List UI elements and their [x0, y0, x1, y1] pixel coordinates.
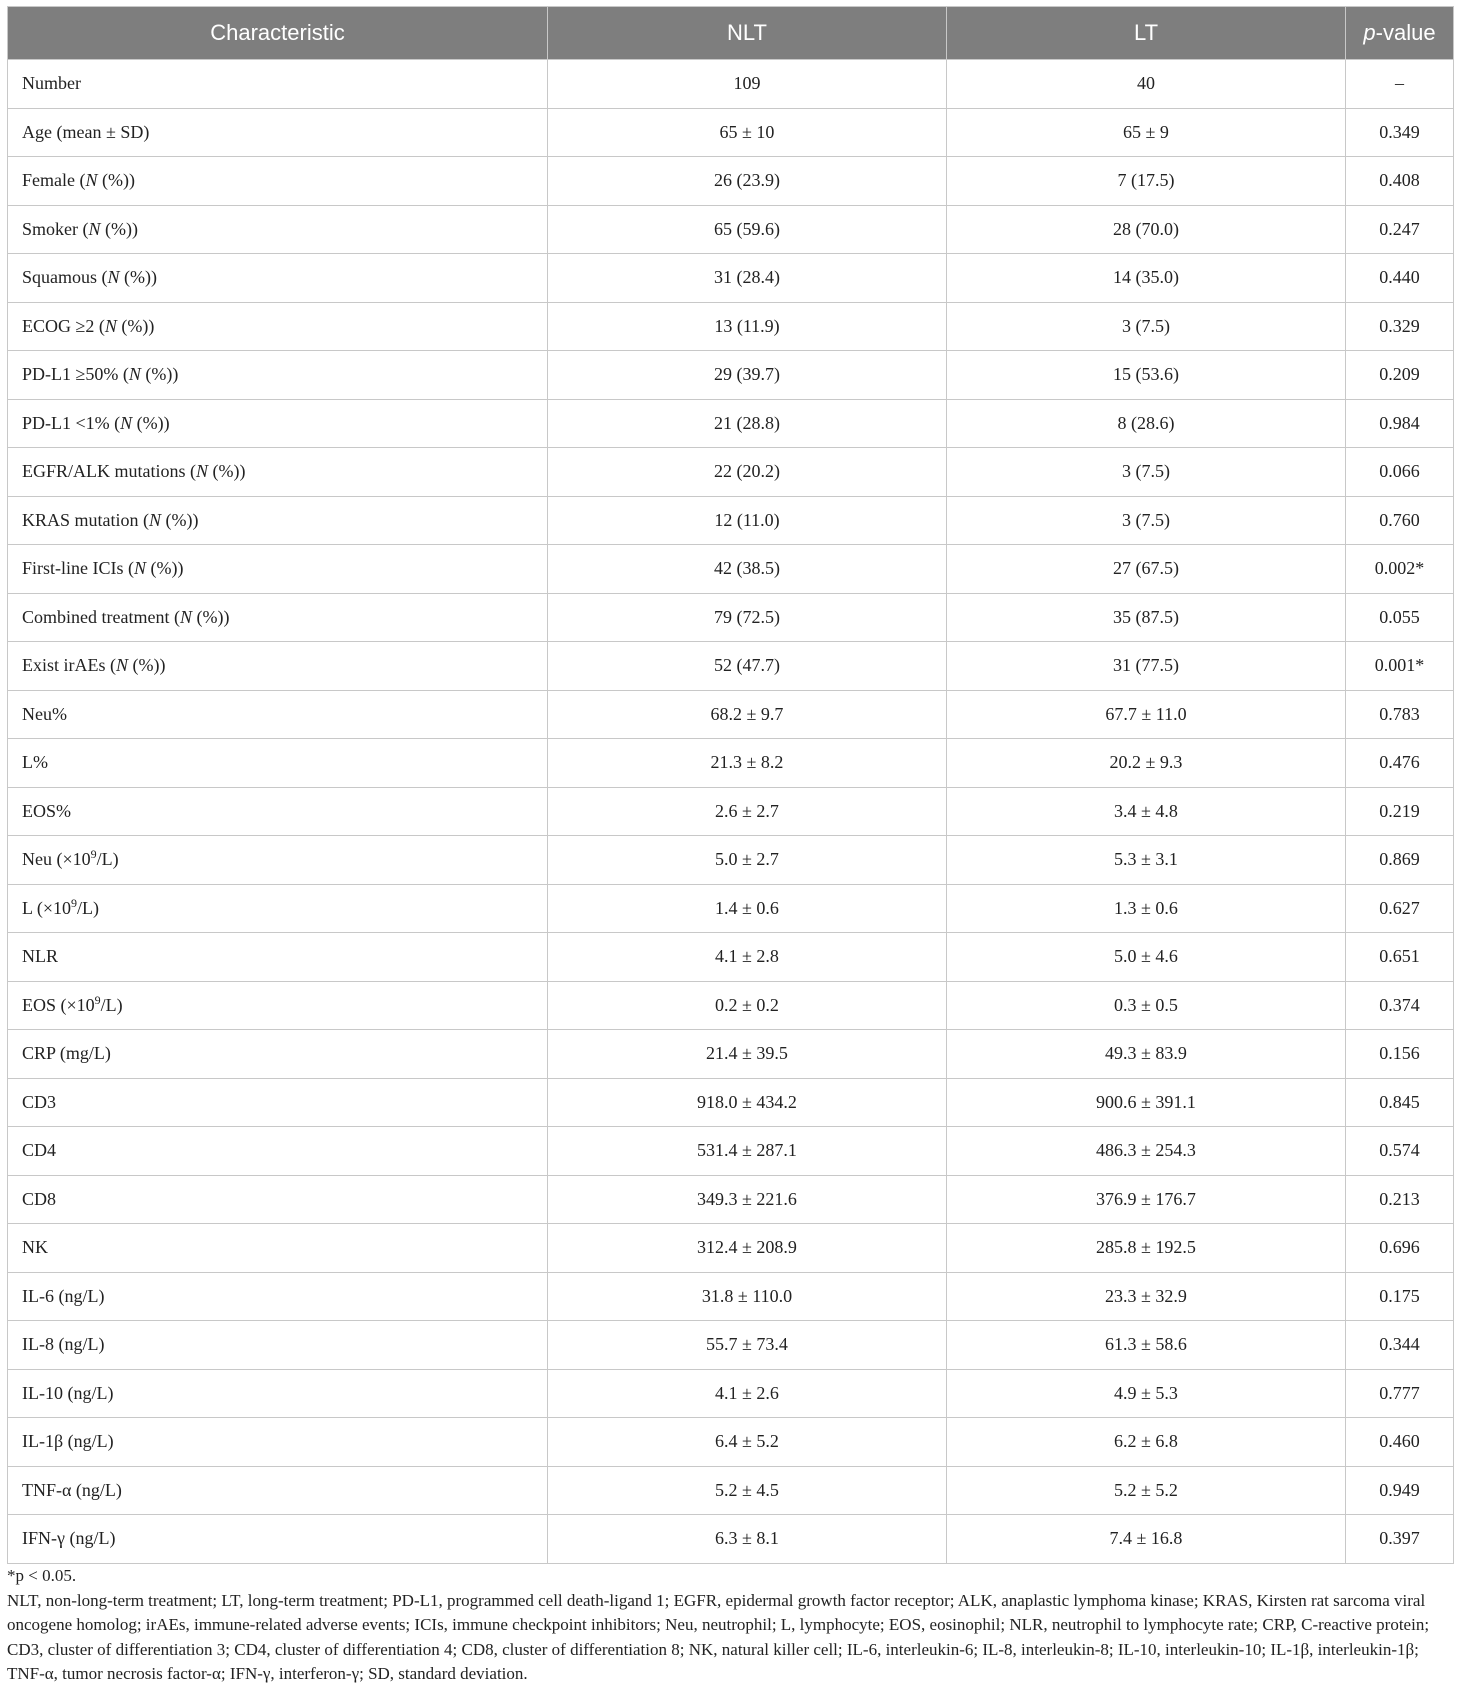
cell-lt: 49.3 ± 83.9 [947, 1030, 1346, 1079]
cell-p-value: 0.175 [1346, 1272, 1454, 1321]
row-characteristic [8, 60, 548, 109]
row-characteristic [8, 981, 548, 1030]
characteristic-pre: PD-L1 ≥50% ( [22, 364, 129, 385]
characteristic-tail: /L) [100, 994, 123, 1015]
characteristic-post: (%)) [128, 655, 166, 676]
table-row [8, 884, 1454, 933]
cell-nlt: 6.3 ± 8.1 [548, 1515, 947, 1564]
cell-nlt: 4.1 ± 2.8 [548, 933, 947, 982]
cell-p-value: – [1346, 60, 1454, 109]
cell-nlt: 2.6 ± 2.7 [548, 787, 947, 836]
cell-lt: 3 (7.5) [947, 302, 1346, 351]
characteristic-pre: L (×10 [22, 897, 71, 918]
cell-nlt: 1.4 ± 0.6 [548, 884, 947, 933]
cell-nlt: 65 ± 10 [548, 108, 947, 157]
cell-lt: 376.9 ± 176.7 [947, 1175, 1346, 1224]
header-nlt: NLT [548, 7, 947, 60]
characteristic-pre: IL-8 (ng/L) [22, 1334, 105, 1355]
characteristic-pre: TNF-α (ng/L) [22, 1479, 122, 1500]
cell-p-value: 0.002* [1346, 545, 1454, 594]
characteristic-pre: CD8 [22, 1188, 57, 1209]
cell-lt: 1.3 ± 0.6 [947, 884, 1346, 933]
table-row [8, 351, 1454, 400]
cell-p-value: 0.777 [1346, 1369, 1454, 1418]
cell-p-value: 0.869 [1346, 836, 1454, 885]
cell-nlt: 42 (38.5) [548, 545, 947, 594]
cell-nlt: 12 (11.0) [548, 496, 947, 545]
row-characteristic [8, 1321, 548, 1370]
characteristic-post: (%)) [97, 170, 135, 191]
cell-nlt: 5.2 ± 4.5 [548, 1466, 947, 1515]
row-characteristic [8, 836, 548, 885]
cell-nlt: 21 (28.8) [548, 399, 947, 448]
cell-nlt: 65 (59.6) [548, 205, 947, 254]
characteristic-pre: CRP (mg/L) [22, 1043, 111, 1064]
table-row [8, 545, 1454, 594]
table-row [8, 1418, 1454, 1467]
cell-lt: 31 (77.5) [947, 642, 1346, 691]
row-characteristic [8, 1272, 548, 1321]
cell-p-value: 0.247 [1346, 205, 1454, 254]
characteristic-pre: Exist irAEs ( [22, 655, 116, 676]
table-row [8, 1466, 1454, 1515]
row-characteristic [8, 787, 548, 836]
cell-p-value: 0.783 [1346, 690, 1454, 739]
cell-lt: 3.4 ± 4.8 [947, 787, 1346, 836]
cell-nlt: 22 (20.2) [548, 448, 947, 497]
characteristic-it: N [128, 364, 141, 385]
cell-nlt: 52 (47.7) [548, 642, 947, 691]
characteristic-pre: Neu (×10 [22, 849, 91, 870]
table-row [8, 1224, 1454, 1273]
cell-p-value: 0.066 [1346, 448, 1454, 497]
characteristic-post: (%)) [208, 461, 246, 482]
cell-p-value: 0.329 [1346, 302, 1454, 351]
cell-nlt: 312.4 ± 208.9 [548, 1224, 947, 1273]
characteristic-it: N [196, 461, 209, 482]
characteristic-post: (%)) [132, 412, 170, 433]
characteristic-post: (%)) [116, 315, 155, 336]
row-characteristic [8, 642, 548, 691]
cell-p-value: 0.055 [1346, 593, 1454, 642]
cell-nlt: 21.3 ± 8.2 [548, 739, 947, 788]
characteristic-pre: ECOG ≥2 ( [22, 315, 105, 336]
characteristic-pre: PD-L1 <1% ( [22, 412, 121, 433]
cell-p-value: 0.949 [1346, 1466, 1454, 1515]
cell-p-value: 0.219 [1346, 787, 1454, 836]
cell-lt: 3 (7.5) [947, 448, 1346, 497]
characteristic-it: N [134, 558, 147, 579]
row-characteristic [8, 1224, 548, 1273]
cell-p-value: 0.408 [1346, 157, 1454, 206]
table-footnotes [7, 1564, 1453, 1687]
cell-nlt: 4.1 ± 2.6 [548, 1369, 947, 1418]
characteristic-pre: Female ( [22, 170, 86, 191]
characteristic-it: N [104, 315, 117, 336]
table-row [8, 787, 1454, 836]
characteristic-it: N [179, 606, 192, 627]
characteristic-pre: L% [22, 752, 48, 773]
cell-lt: 35 (87.5) [947, 593, 1346, 642]
row-characteristic [8, 1418, 548, 1467]
cell-p-value: 0.374 [1346, 981, 1454, 1030]
characteristic-pre: CD4 [22, 1140, 57, 1161]
row-characteristic [8, 933, 548, 982]
cell-p-value: 0.476 [1346, 739, 1454, 788]
cell-nlt: 5.0 ± 2.7 [548, 836, 947, 885]
cell-nlt: 6.4 ± 5.2 [548, 1418, 947, 1467]
characteristic-pre: NLR [22, 946, 58, 967]
characteristics-table [7, 6, 1454, 1564]
cell-p-value: 0.627 [1346, 884, 1454, 933]
characteristic-tail: /L) [96, 849, 119, 870]
cell-lt: 900.6 ± 391.1 [947, 1078, 1346, 1127]
cell-p-value: 0.460 [1346, 1418, 1454, 1467]
row-characteristic [8, 884, 548, 933]
row-characteristic [8, 1175, 548, 1224]
row-characteristic [8, 496, 548, 545]
table-row [8, 1272, 1454, 1321]
cell-lt: 7.4 ± 16.8 [947, 1515, 1346, 1564]
row-characteristic [8, 545, 548, 594]
cell-lt: 285.8 ± 192.5 [947, 1224, 1346, 1273]
row-characteristic [8, 690, 548, 739]
characteristic-pre: IL-10 (ng/L) [22, 1382, 114, 1403]
cell-lt: 5.0 ± 4.6 [947, 933, 1346, 982]
footnote-abbreviations: NLT, non-long-term treatment; LT, long-term treatment; PD-L1, programmed cell death-ligand 1; EGFR, epidermal growth factor receptor; ALK, anaplastic lymphoma kinase; KRAS, Kirsten rat sarcoma viral oncogene homolog; irAEs, immune-related adverse events; ICIs, immune checkpoint inhibitors; Neu, neutrophil; L, lymphocyte; EOS, eosinophil; NLR, neutrophil to lymphocyte rate; CRP, C-reactive protein; CD3, cluster of differentiation 3; CD4, cluster of differentiation 4; CD8, cluster of differentiation 8; NK, natural killer cell; IL-6, interleukin-6; IL-8, interleukin-8; IL-10, interleukin-10; IL-1β, interleukin-1β; TNF-α, tumor necrosis factor-α; IFN-γ, interferon-γ; SD, standard deviation. [7, 1590, 1430, 1683]
characteristic-pre: Age (mean ± SD) [22, 121, 150, 142]
table-row [8, 1515, 1454, 1564]
cell-nlt: 109 [548, 60, 947, 109]
table-row [8, 254, 1454, 303]
cell-nlt: 21.4 ± 39.5 [548, 1030, 947, 1079]
header-characteristic: Characteristic [8, 7, 548, 60]
characteristic-pre: EOS% [22, 800, 71, 821]
cell-lt: 15 (53.6) [947, 351, 1346, 400]
table-row [8, 448, 1454, 497]
cell-nlt: 349.3 ± 221.6 [548, 1175, 947, 1224]
cell-lt: 61.3 ± 58.6 [947, 1321, 1346, 1370]
characteristic-pre: Squamous ( [22, 267, 108, 288]
header-row [8, 7, 1454, 60]
characteristic-sup: 9 [70, 895, 77, 910]
table-row [8, 1175, 1454, 1224]
cell-nlt: 13 (11.9) [548, 302, 947, 351]
table-row [8, 1321, 1454, 1370]
table-row [8, 739, 1454, 788]
row-characteristic [8, 1369, 548, 1418]
characteristic-post: (%)) [100, 218, 138, 239]
cell-lt: 27 (67.5) [947, 545, 1346, 594]
table-body [8, 60, 1454, 1564]
characteristic-it: N [88, 218, 101, 239]
row-characteristic [8, 1466, 548, 1515]
table-row [8, 205, 1454, 254]
cell-lt: 40 [947, 60, 1346, 109]
row-characteristic [8, 254, 548, 303]
characteristic-pre: EOS (×10 [22, 994, 95, 1015]
characteristic-post: (%)) [140, 364, 179, 385]
cell-lt: 5.3 ± 3.1 [947, 836, 1346, 885]
row-characteristic [8, 205, 548, 254]
cell-nlt: 29 (39.7) [548, 351, 947, 400]
cell-nlt: 79 (72.5) [548, 593, 947, 642]
cell-p-value: 0.001* [1346, 642, 1454, 691]
cell-lt: 65 ± 9 [947, 108, 1346, 157]
table-row [8, 157, 1454, 206]
cell-p-value: 0.156 [1346, 1030, 1454, 1079]
cell-nlt: 531.4 ± 287.1 [548, 1127, 947, 1176]
characteristic-pre: KRAS mutation ( [22, 509, 150, 530]
table-row [8, 1030, 1454, 1079]
row-characteristic [8, 302, 548, 351]
row-characteristic [8, 399, 548, 448]
header-p-italic: p [1363, 20, 1376, 45]
header-lt: LT [947, 7, 1346, 60]
cell-lt: 20.2 ± 9.3 [947, 739, 1346, 788]
cell-lt: 14 (35.0) [947, 254, 1346, 303]
characteristic-pre: IL-1β (ng/L) [22, 1431, 114, 1452]
cell-lt: 8 (28.6) [947, 399, 1346, 448]
cell-p-value: 0.574 [1346, 1127, 1454, 1176]
cell-lt: 7 (17.5) [947, 157, 1346, 206]
footnote-significance: *p < 0.05. [7, 1566, 77, 1585]
table-row [8, 1127, 1454, 1176]
cell-p-value: 0.209 [1346, 351, 1454, 400]
cell-p-value: 0.651 [1346, 933, 1454, 982]
table-row [8, 642, 1454, 691]
cell-lt: 23.3 ± 32.9 [947, 1272, 1346, 1321]
cell-lt: 67.7 ± 11.0 [947, 690, 1346, 739]
row-characteristic [8, 739, 548, 788]
characteristic-pre: NK [22, 1237, 48, 1258]
characteristic-post: (%)) [146, 558, 184, 579]
cell-nlt: 68.2 ± 9.7 [548, 690, 947, 739]
cell-lt: 4.9 ± 5.3 [947, 1369, 1346, 1418]
table-row [8, 1369, 1454, 1418]
cell-p-value: 0.845 [1346, 1078, 1454, 1127]
table-row [8, 836, 1454, 885]
characteristic-post: (%)) [161, 509, 199, 530]
cell-nlt: 26 (23.9) [548, 157, 947, 206]
row-characteristic [8, 1030, 548, 1079]
characteristic-pre: Smoker ( [22, 218, 89, 239]
cell-lt: 6.2 ± 6.8 [947, 1418, 1346, 1467]
characteristic-pre: CD3 [22, 1091, 57, 1112]
cell-lt: 486.3 ± 254.3 [947, 1127, 1346, 1176]
row-characteristic [8, 108, 548, 157]
characteristic-pre: Combined treatment ( [22, 606, 180, 627]
row-characteristic [8, 351, 548, 400]
characteristic-pre: EGFR/ALK mutations ( [22, 461, 196, 482]
characteristic-pre: Number [22, 73, 81, 94]
table-row [8, 690, 1454, 739]
characteristic-pre: IL-6 (ng/L) [22, 1285, 105, 1306]
characteristic-it: N [149, 509, 162, 530]
characteristic-post: (%)) [191, 606, 230, 627]
row-characteristic [8, 448, 548, 497]
table-header [8, 7, 1454, 60]
table-row [8, 1078, 1454, 1127]
cell-p-value: 0.349 [1346, 108, 1454, 157]
cell-nlt: 918.0 ± 434.2 [548, 1078, 947, 1127]
cell-lt: 28 (70.0) [947, 205, 1346, 254]
cell-lt: 3 (7.5) [947, 496, 1346, 545]
table-row [8, 302, 1454, 351]
characteristic-it: N [85, 170, 98, 191]
cell-lt: 5.2 ± 5.2 [947, 1466, 1346, 1515]
cell-p-value: 0.344 [1346, 1321, 1454, 1370]
cell-p-value: 0.440 [1346, 254, 1454, 303]
characteristic-it: N [116, 655, 129, 676]
cell-p-value: 0.397 [1346, 1515, 1454, 1564]
cell-p-value: 0.984 [1346, 399, 1454, 448]
table-row [8, 933, 1454, 982]
row-characteristic [8, 593, 548, 642]
row-characteristic [8, 1078, 548, 1127]
characteristic-pre: IFN-γ (ng/L) [22, 1528, 116, 1549]
header-p-rest: -value [1375, 20, 1436, 45]
cell-nlt: 55.7 ± 73.4 [548, 1321, 947, 1370]
cell-lt: 0.3 ± 0.5 [947, 981, 1346, 1030]
characteristic-sup: 9 [90, 847, 97, 862]
characteristic-pre: Neu% [22, 703, 67, 724]
table-row [8, 981, 1454, 1030]
characteristic-tail: /L) [76, 897, 99, 918]
table-row [8, 108, 1454, 157]
row-characteristic [8, 157, 548, 206]
table-container [7, 6, 1453, 1564]
row-characteristic [8, 1515, 548, 1564]
cell-nlt: 0.2 ± 0.2 [548, 981, 947, 1030]
cell-p-value: 0.760 [1346, 496, 1454, 545]
characteristic-it: N [107, 267, 120, 288]
characteristic-post: (%)) [119, 267, 157, 288]
row-characteristic [8, 1127, 548, 1176]
cell-nlt: 31.8 ± 110.0 [548, 1272, 947, 1321]
header-p-value [1346, 7, 1454, 60]
cell-nlt: 31 (28.4) [548, 254, 947, 303]
characteristic-sup: 9 [94, 992, 101, 1007]
table-row [8, 60, 1454, 109]
table-row [8, 593, 1454, 642]
characteristic-pre: First-line ICIs ( [22, 558, 134, 579]
cell-p-value: 0.213 [1346, 1175, 1454, 1224]
cell-p-value: 0.696 [1346, 1224, 1454, 1273]
table-row [8, 496, 1454, 545]
characteristic-it: N [120, 412, 133, 433]
table-row [8, 399, 1454, 448]
